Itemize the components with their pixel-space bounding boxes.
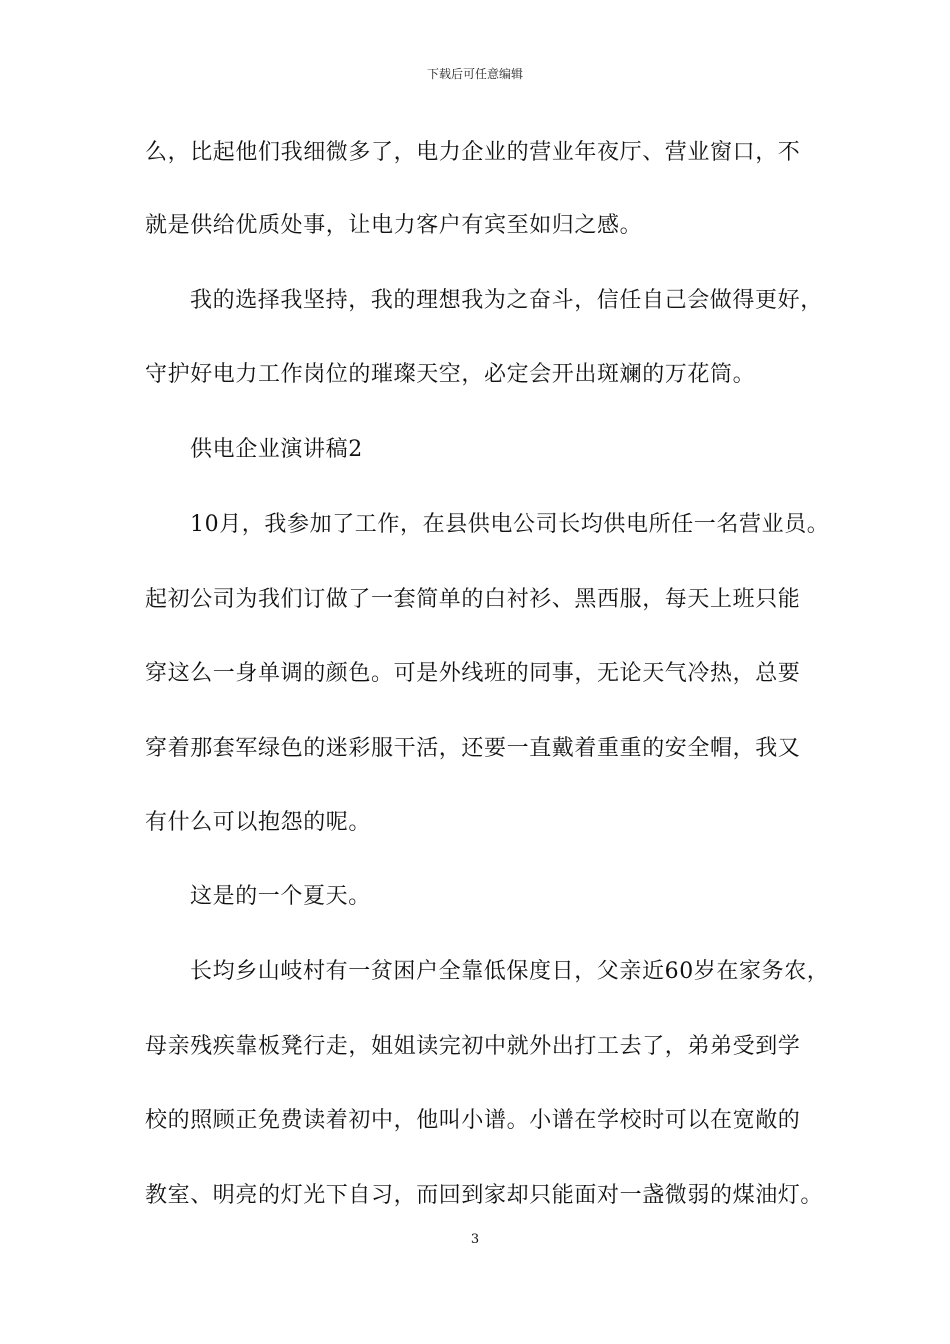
- body-line: 起初公司为我们订做了一套简单的白衬衫、黑西服，每天上班只能: [145, 587, 801, 612]
- body-line: 有什么可以抱怨的呢。: [145, 810, 372, 835]
- body-line: 穿着那套军绿色的迷彩服干活，还要一直戴着重重的安全帽，我又: [145, 736, 801, 761]
- body-line: 母亲残疾靠板凳行走，姐姐读完初中就外出打工去了，弟弟受到学: [145, 1034, 801, 1059]
- body-line: 守护好电力工作岗位的璀璨天空，必定会开出斑斓的万花筒。: [145, 362, 756, 387]
- section-heading: 供电企业演讲稿2: [190, 437, 363, 462]
- body-line: 就是供给优质处事，让电力客户有宾至如归之感。: [145, 213, 643, 238]
- page-header: 下载后可任意编辑: [426, 67, 523, 81]
- body-line: 校的照顾正免费读着初中，他叫小谱。小谱在学校时可以在宽敞的: [145, 1108, 801, 1133]
- body-line: 10月，我参加了工作，在县供电公司长均供电所任一名营业员。: [190, 512, 830, 537]
- page-number: 3: [470, 1232, 480, 1247]
- body-line: 长均乡山岐村有一贫困户全靠低保度日，父亲近60岁在家务农，: [190, 959, 830, 984]
- body-line: 这是的一个夏天。: [190, 884, 371, 909]
- body-line: 穿这么一身单调的颜色。可是外线班的同事，无论天气冷热，总要: [145, 661, 801, 686]
- body-line: 么，比起他们我细微多了，电力企业的营业年夜厅、营业窗口，不: [145, 140, 801, 165]
- body-line: 教室、明亮的灯光下自习，而回到家却只能面对一盏微弱的煤油灯。: [145, 1183, 824, 1208]
- body-line: 我的选择我坚持，我的理想我为之奋斗，信任自己会做得更好，: [190, 288, 823, 313]
